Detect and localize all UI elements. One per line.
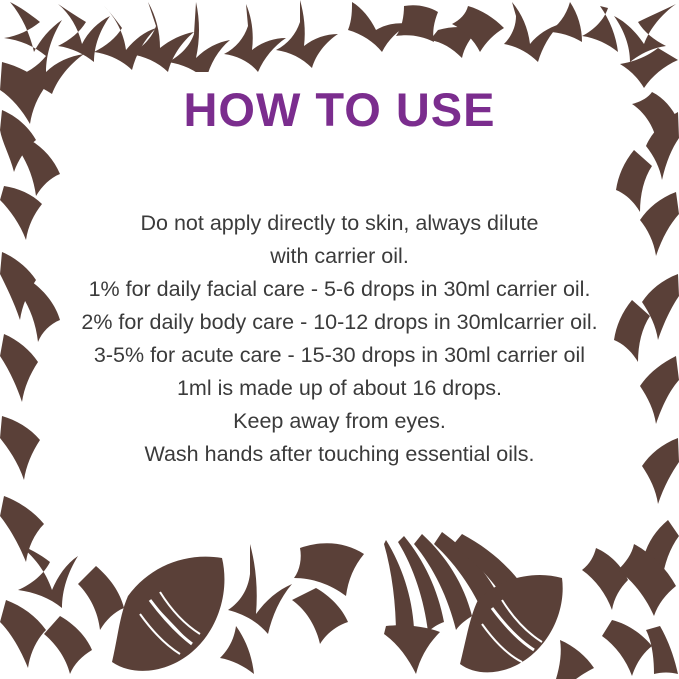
instruction-line: with carrier oil. — [270, 244, 409, 268]
instruction-line: 1% for daily facial care - 5-6 drops in 30ml carrier oil. — [88, 277, 591, 301]
page-title: HOW TO USE — [183, 83, 496, 136]
instruction-line: Wash hands after touching essential oils. — [144, 442, 535, 466]
instruction-line: 3-5% for acute care - 15-30 drops in 30ml carrier oil — [93, 343, 586, 367]
instruction-line: Do not apply directly to skin, always dilute — [140, 211, 539, 235]
instruction-line: 1ml is made up of about 16 drops. — [176, 376, 503, 400]
instruction-line: Keep away from eyes. — [233, 409, 446, 433]
instruction-line: 2% for daily body care - 10-12 drops in 30mlcarrier oil. — [81, 310, 598, 334]
instructions-block — [40, 207, 640, 471]
